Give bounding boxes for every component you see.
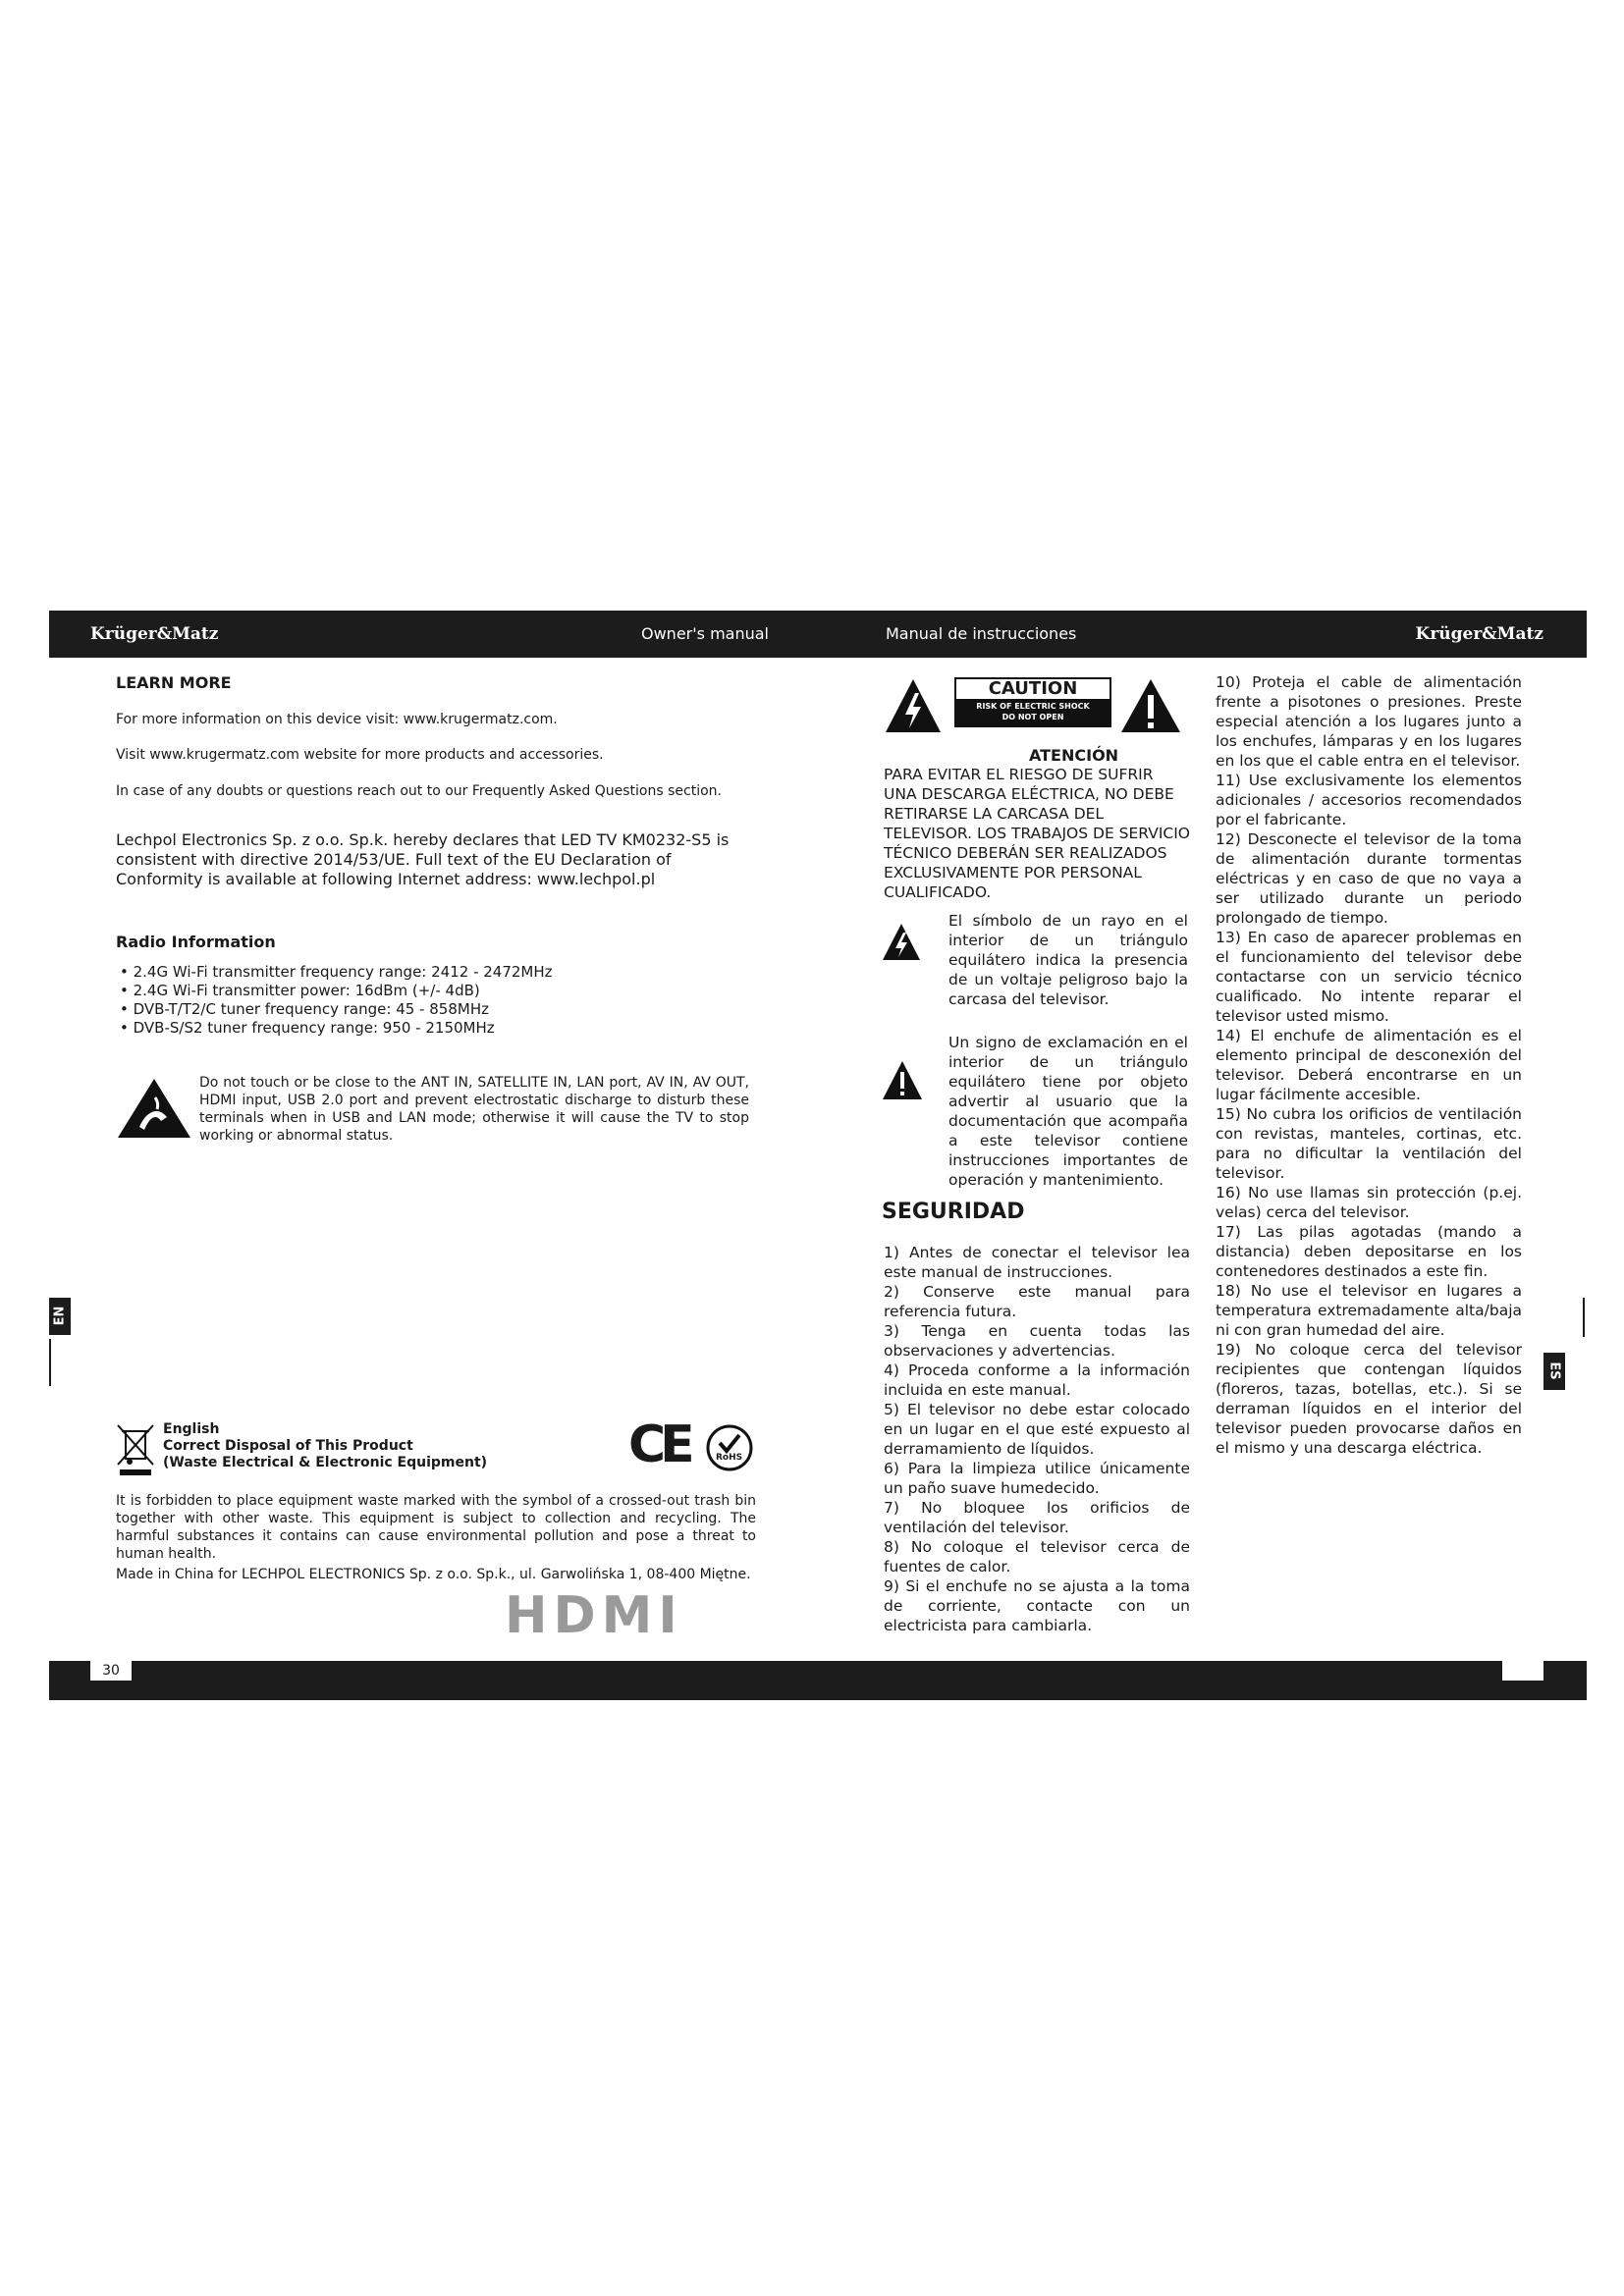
caution-title: CAUTION [956,679,1110,699]
learn-more-line-3: In case of any doubts or questions reach out to our Frequently Asked Questions section. [116,783,722,799]
caution-label-box [954,677,1111,727]
list-item: 16) No use llamas sin protección (p.ej. velas) cerca del televisor. [1216,1184,1522,1221]
weee-title: Correct Disposal of This Product [163,1438,413,1454]
list-item: 5) El televisor no debe estar colocado en un lugar en el que esté expuesto al derramamiento de líquidos. [884,1401,1190,1458]
list-item: 15) No cubra los orificios de ventilación con revistas, manteles, cortinas, etc. para no dificultar la ventilación del televisor. [1216,1105,1522,1182]
weee-text: It is forbidden to place equipment waste marked with the symbol of a crossed-out trash bin together with other waste. This equipment is subject to collection and recycling. The harmful substances it contains can cause environmental pollution and pose a threat to human health. [116,1493,756,1562]
brand-logo-right: Krüger&Matz [1415,624,1543,644]
brand-logo-left: Krüger&Matz [90,624,219,644]
list-item: 13) En caso de aparecer problemas en el funcionamiento del televisor debe contactarse con un servicio técnico cualificado. No intente reparar el televisor usted mismo. [1216,929,1522,1025]
list-item: • DVB-S/S2 tuner frequency range: 950 - 2150MHz [120,1019,495,1037]
header-bar [49,611,1587,658]
header-title-en: Owner's manual [641,624,769,643]
language-tab-en: EN [49,1298,71,1335]
list-item: 10) Proteja el cable de alimentación frente a pisotones o presiones. Preste especial atención a los lugares junto a los enchufes, lámparas y en los lugares en los que el cable entra en el televisor. [1216,673,1522,770]
learn-more-line-1: For more information on this device visit: www.krugermatz.com. [116,712,558,727]
safety-list-col-2 [1216,672,1522,1458]
radio-info-heading: Radio Information [116,933,276,951]
learn-more-line-2: Visit www.krugermatz.com website for more products and accessories. [116,747,604,763]
list-item: • 2.4G Wi-Fi transmitter frequency range: 2412 - 2472MHz [120,963,553,981]
atencion-heading: ATENCIÓN [1029,746,1119,765]
header-title-es: Manual de instrucciones [886,624,1077,643]
list-item: 6) Para la limpieza utilice únicamente un paño suave humedecido. [884,1460,1190,1497]
side-divider-right [1583,1298,1585,1337]
list-item: 12) Desconecte el televisor de la toma de alimentación durante tormentas eléctricas y en caso de que no vaya a ser utilizado durante un periodo prolongado de tiempo. [1216,830,1522,927]
lightning-small-icon [882,923,921,962]
page-number: 30 [90,1661,132,1681]
language-tab-es: ES [1543,1353,1565,1390]
list-item: 3) Tenga en cuenta todas las observaciones y advertencias. [884,1322,1190,1360]
hdmi-logo: HDMI [505,1586,683,1645]
safety-list-col-1 [884,1243,1190,1635]
list-item: 9) Si el enchufe no se ajusta a la toma de corriente, contacte con un electricista para cambiarla. [884,1577,1190,1634]
weee-subtitle: (Waste Electrical & Electronic Equipment) [163,1455,488,1470]
caution-subtitle: RISK OF ELECTRIC SHOCK DO NOT OPEN [956,699,1110,725]
exclamation-small-icon [882,1060,923,1101]
weee-language: English [163,1421,220,1437]
seguridad-heading: SEGURIDAD [882,1200,1025,1224]
list-item: 7) No bloquee los orificios de ventilación del televisor. [884,1499,1190,1536]
rohs-icon [705,1423,754,1472]
list-item: 1) Antes de conectar el televisor lea este manual de instrucciones. [884,1244,1190,1281]
atencion-text: PARA EVITAR EL RIESGO DE SUFRIR UNA DESCARGA ELÉCTRICA, NO DEBE RETIRARSE LA CARCASA DEL TELEVISOR. LOS TRABAJOS DE SERVICIO TÉCNICO DEBERÁN SER REALIZADOS EXCLUSIVAMENTE POR PERSONAL CUALIFICADO. [884,766,1190,901]
declaration-text: Lechpol Electronics Sp. z o.o. Sp.k. hereby declares that LED TV KM0232-S5 is consistent with directive 2014/53/UE. Full text of the EU Declaration of Conformity is available at following Internet address: www.lechpol.pl [116,830,730,888]
exclamation-explanation: Un signo de exclamación en el interior de un triángulo equilátero tiene por objeto advertir al usuario que la documentación que acompaña a este televisor contiene instrucciones importantes de operación y mantenimiento. [948,1034,1188,1189]
ce-mark-icon: CE [628,1415,689,1474]
learn-more-heading: LEARN MORE [116,673,232,692]
page-number-box-right [1502,1661,1543,1681]
footer-bar [49,1661,1587,1700]
rohs-label: RoHS [716,1453,743,1463]
exclamation-warning-icon [1119,677,1182,734]
list-item: • 2.4G Wi-Fi transmitter power: 16dBm (+/- 4dB) [120,982,480,999]
list-item: 4) Proceda conforme a la información incluida en este manual. [884,1362,1190,1399]
weee-heading [163,1421,487,1471]
list-item: 11) Use exclusivamente los elementos adicionales / accesorios recomendados por el fabricante. [1216,772,1522,828]
crossed-bin-icon [116,1423,155,1476]
side-divider-left [49,1339,51,1386]
esd-warning-text: Do not touch or be close to the ANT IN, SATELLITE IN, LAN port, AV IN, AV OUT, HDMI input, USB 2.0 port and prevent electrostatic discharge to disturb these terminals when in USB and LAN mode; otherwise it will cause the TV to stop working or abnormal status. [199,1075,749,1144]
list-item: • DVB-T/T2/C tuner frequency range: 45 - 858MHz [120,1000,489,1018]
esd-warning-icon [116,1076,192,1141]
made-in-text: Made in China for LECHPOL ELECTRONICS Sp. z o.o. Sp.k., ul. Garwolińska 1, 08-400 Miętne. [116,1567,751,1582]
lightning-warning-icon [884,677,943,734]
list-item: 8) No coloque el televisor cerca de fuentes de calor. [884,1538,1190,1575]
lightning-explanation: El símbolo de un rayo en el interior de un triángulo equilátero indica la presencia de un voltaje peligroso bajo la carcasa del televisor. [948,912,1188,1008]
list-item: 17) Las pilas agotadas (mando a distancia) deben depositarse en los contenedores destinados a este fin. [1216,1223,1522,1280]
radio-info-list [120,963,748,1038]
list-item: 14) El enchufe de alimentación es el elemento principal de desconexión del televisor. Deberá encontrarse en un lugar fácilmente accesible. [1216,1027,1522,1103]
list-item: 19) No coloque cerca del televisor recipientes que contengan líquidos (floreros, tazas, botellas, etc.). Si se derraman líquidos en el interior del televisor pueden provocarse daños en el mismo y una descarga eléctrica. [1216,1341,1522,1457]
list-item: 2) Conserve este manual para referencia futura. [884,1283,1190,1320]
list-item: 18) No use el televisor en lugares a temperatura extremadamente alta/baja ni con gran humedad del aire. [1216,1282,1522,1339]
